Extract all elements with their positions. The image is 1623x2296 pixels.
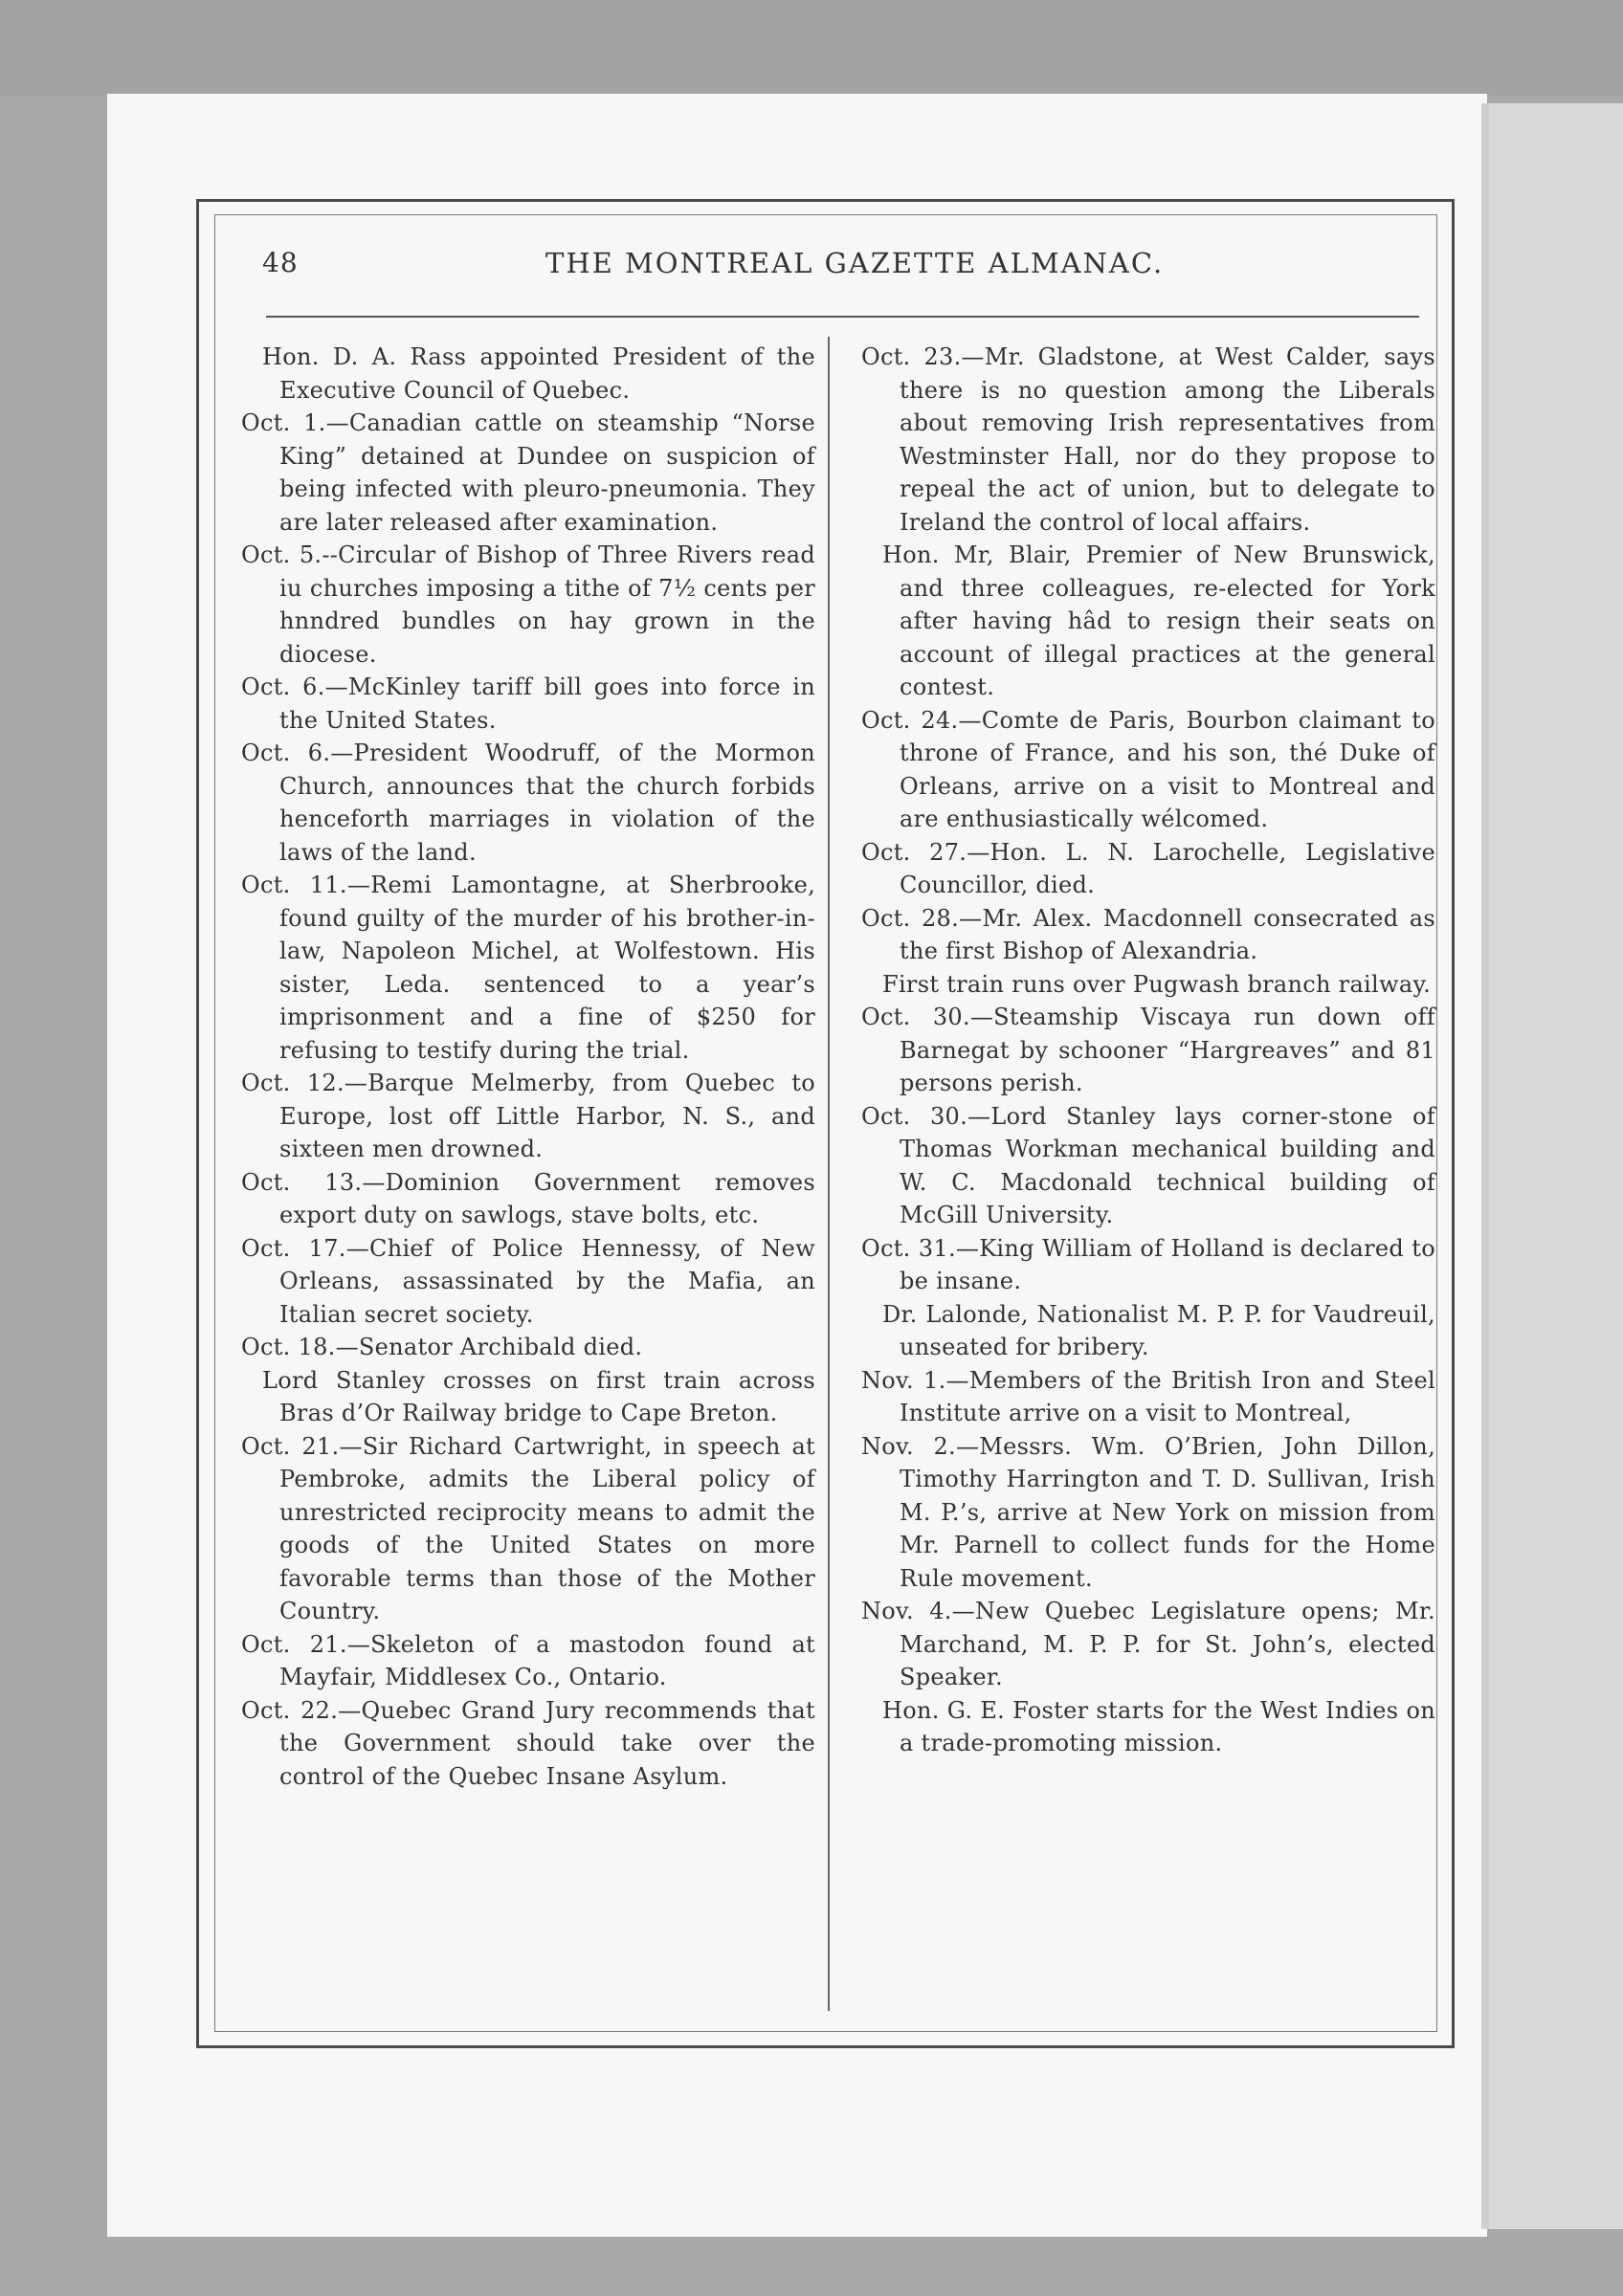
chronicle-entry: First train runs over Pugwash branch railway. bbox=[882, 970, 1432, 998]
page-number: 48 bbox=[262, 247, 299, 278]
chronicle-entry: Nov. 4.—New Quebec Legislature opens; Mr. Marchand, M. P. P. for St. John’s, elected Speaker. bbox=[861, 1598, 1435, 1690]
chronicle-entry: Nov. 2.—Messrs. Wm. O’Brien, John Dillon, Timothy Harrington and T. D. Sullivan, Irish M. P.’s, arrive at New York on mission from Mr. Parnell to collect funds for the Home Rule movement. bbox=[861, 1432, 1435, 1592]
chronicle-entry: Oct. 31.—King William of Holland is declared to be insane. bbox=[861, 1234, 1435, 1294]
chronicle-entry: Oct. 5.--Circular of Bishop of Three Rivers read iu churches imposing a tithe of 7½ cents per hnndred bundles on hay grown in the diocese. bbox=[241, 541, 815, 668]
chronicle-entry: Nov. 1.—Members of the British Iron and Steel Institute arrive on a visit to Montreal, bbox=[861, 1366, 1435, 1426]
chronicle-entry: Oct. 1.—Canadian cattle on steamship “Norse King” detained at Dundee on suspicion of being infected with pleuro-pneumonia. They are later released after examination. bbox=[241, 409, 815, 536]
chronicle-entry: Oct. 6.—McKinley tariff bill goes into force in the United States. bbox=[241, 673, 815, 734]
page-edge bbox=[1487, 103, 1623, 2229]
chronicle-entry: Dr. Lalonde, Nationalist M. P. P. for Vaudreuil, unseated for bribery. bbox=[882, 1300, 1435, 1360]
chronicle-entry: Hon. D. A. Rass appointed President of the Executive Council of Quebec. bbox=[262, 343, 815, 404]
chronicle-entry: Oct. 30.—Lord Stanley lays corner-stone of Thomas Workman mechanical building and W. C. Macdonald technical building of McGill University. bbox=[861, 1102, 1435, 1228]
chronicle-entry: Lord Stanley crosses on first train across Bras d’Or Railway bridge to Cape Breton. bbox=[262, 1366, 815, 1426]
column-divider bbox=[828, 337, 830, 2011]
chronicle-entry: Oct. 17.—Chief of Police Hennessy, of New Orleans, assassinated by the Mafia, an Italian secret society. bbox=[241, 1234, 815, 1328]
running-title: THE MONTREAL GAZETTE ALMANAC. bbox=[545, 247, 1165, 279]
chronicle-entry: Oct. 27.—Hon. L. N. Larochelle, Legislative Councillor, died. bbox=[861, 838, 1435, 898]
chronicle-entry: Oct. 30.—Steamship Viscaya run down off Barnegat by schooner “Hargreaves” and 81 persons perish. bbox=[861, 1004, 1435, 1096]
chronicle-entry: Oct. 21.—Sir Richard Cartwright, in speech at Pembroke, admits the Liberal policy of unrestricted reciprocity means to admit the goods of the United States on more favorable terms than those of the Mother Country. bbox=[241, 1432, 815, 1624]
chronicle-entry: Oct. 11.—Remi Lamontagne, at Sherbrooke, found guilty of the murder of his brother-in-law, Napoleon Michel, at Wolfestown. His sister, Leda. sentenced to a year’s imprisonment and a fine of $250 for refusing to testify during the trial. bbox=[241, 872, 815, 1064]
chronicle-entry: Oct. 28.—Mr. Alex. Macdonnell consecrated as the first Bishop of Alexandria. bbox=[861, 904, 1435, 964]
page-edge-shadow bbox=[1481, 103, 1489, 2229]
chronicle-entry: Hon. G. E. Foster starts for the West Indies on a trade-promoting mission. bbox=[882, 1696, 1435, 1756]
chronicle-entry: Oct. 6.—President Woodruff, of the Mormon Church, announces that the church forbids henceforth marriages in violation of the laws of the land. bbox=[241, 740, 815, 866]
chronicle-entry: Oct. 24.—Comte de Paris, Bourbon claimant to throne of France, and his son, thé Duke of Orleans, arrive on a visit to Montreal and are enthusiastically wélcomed. bbox=[861, 706, 1435, 832]
chronicle-entry: Oct. 13.—Dominion Government removes export duty on sawlogs, stave bolts, etc. bbox=[241, 1168, 815, 1228]
chronicle-entry: Oct. 22.—Quebec Grand Jury recommends that the Government should take over the control of the Quebec Insane Asylum. bbox=[241, 1696, 815, 1790]
left-column bbox=[241, 341, 815, 1793]
chronicle-entry: Oct. 21.—Skeleton of a mastodon found at Mayfair, Middlesex Co., Ontario. bbox=[241, 1630, 815, 1690]
page-header bbox=[262, 247, 1411, 285]
scan-background bbox=[0, 0, 1623, 96]
right-column bbox=[861, 341, 1435, 1760]
chronicle-entry: Hon. Mr, Blair, Premier of New Brunswick, and three colleagues, re-elected for York after having hâd to resign their seats on account of illegal practices at the general contest. bbox=[882, 541, 1435, 700]
chronicle-entry: Oct. 23.—Mr. Gladstone, at West Calder, says there is no question among the Liberals about removing Irish representatives from Westminster Hall, nor do they propose to repeal the act of union, but to delegate to Ireland the control of local affairs. bbox=[861, 343, 1435, 536]
chronicle-entry: Oct. 18.—Senator Archibald died. bbox=[241, 1334, 643, 1360]
header-rule bbox=[266, 316, 1419, 318]
chronicle-entry: Oct. 12.—Barque Melmerby, from Quebec to Europe, lost off Little Harbor, N. S., and sixteen men drowned. bbox=[241, 1070, 815, 1162]
